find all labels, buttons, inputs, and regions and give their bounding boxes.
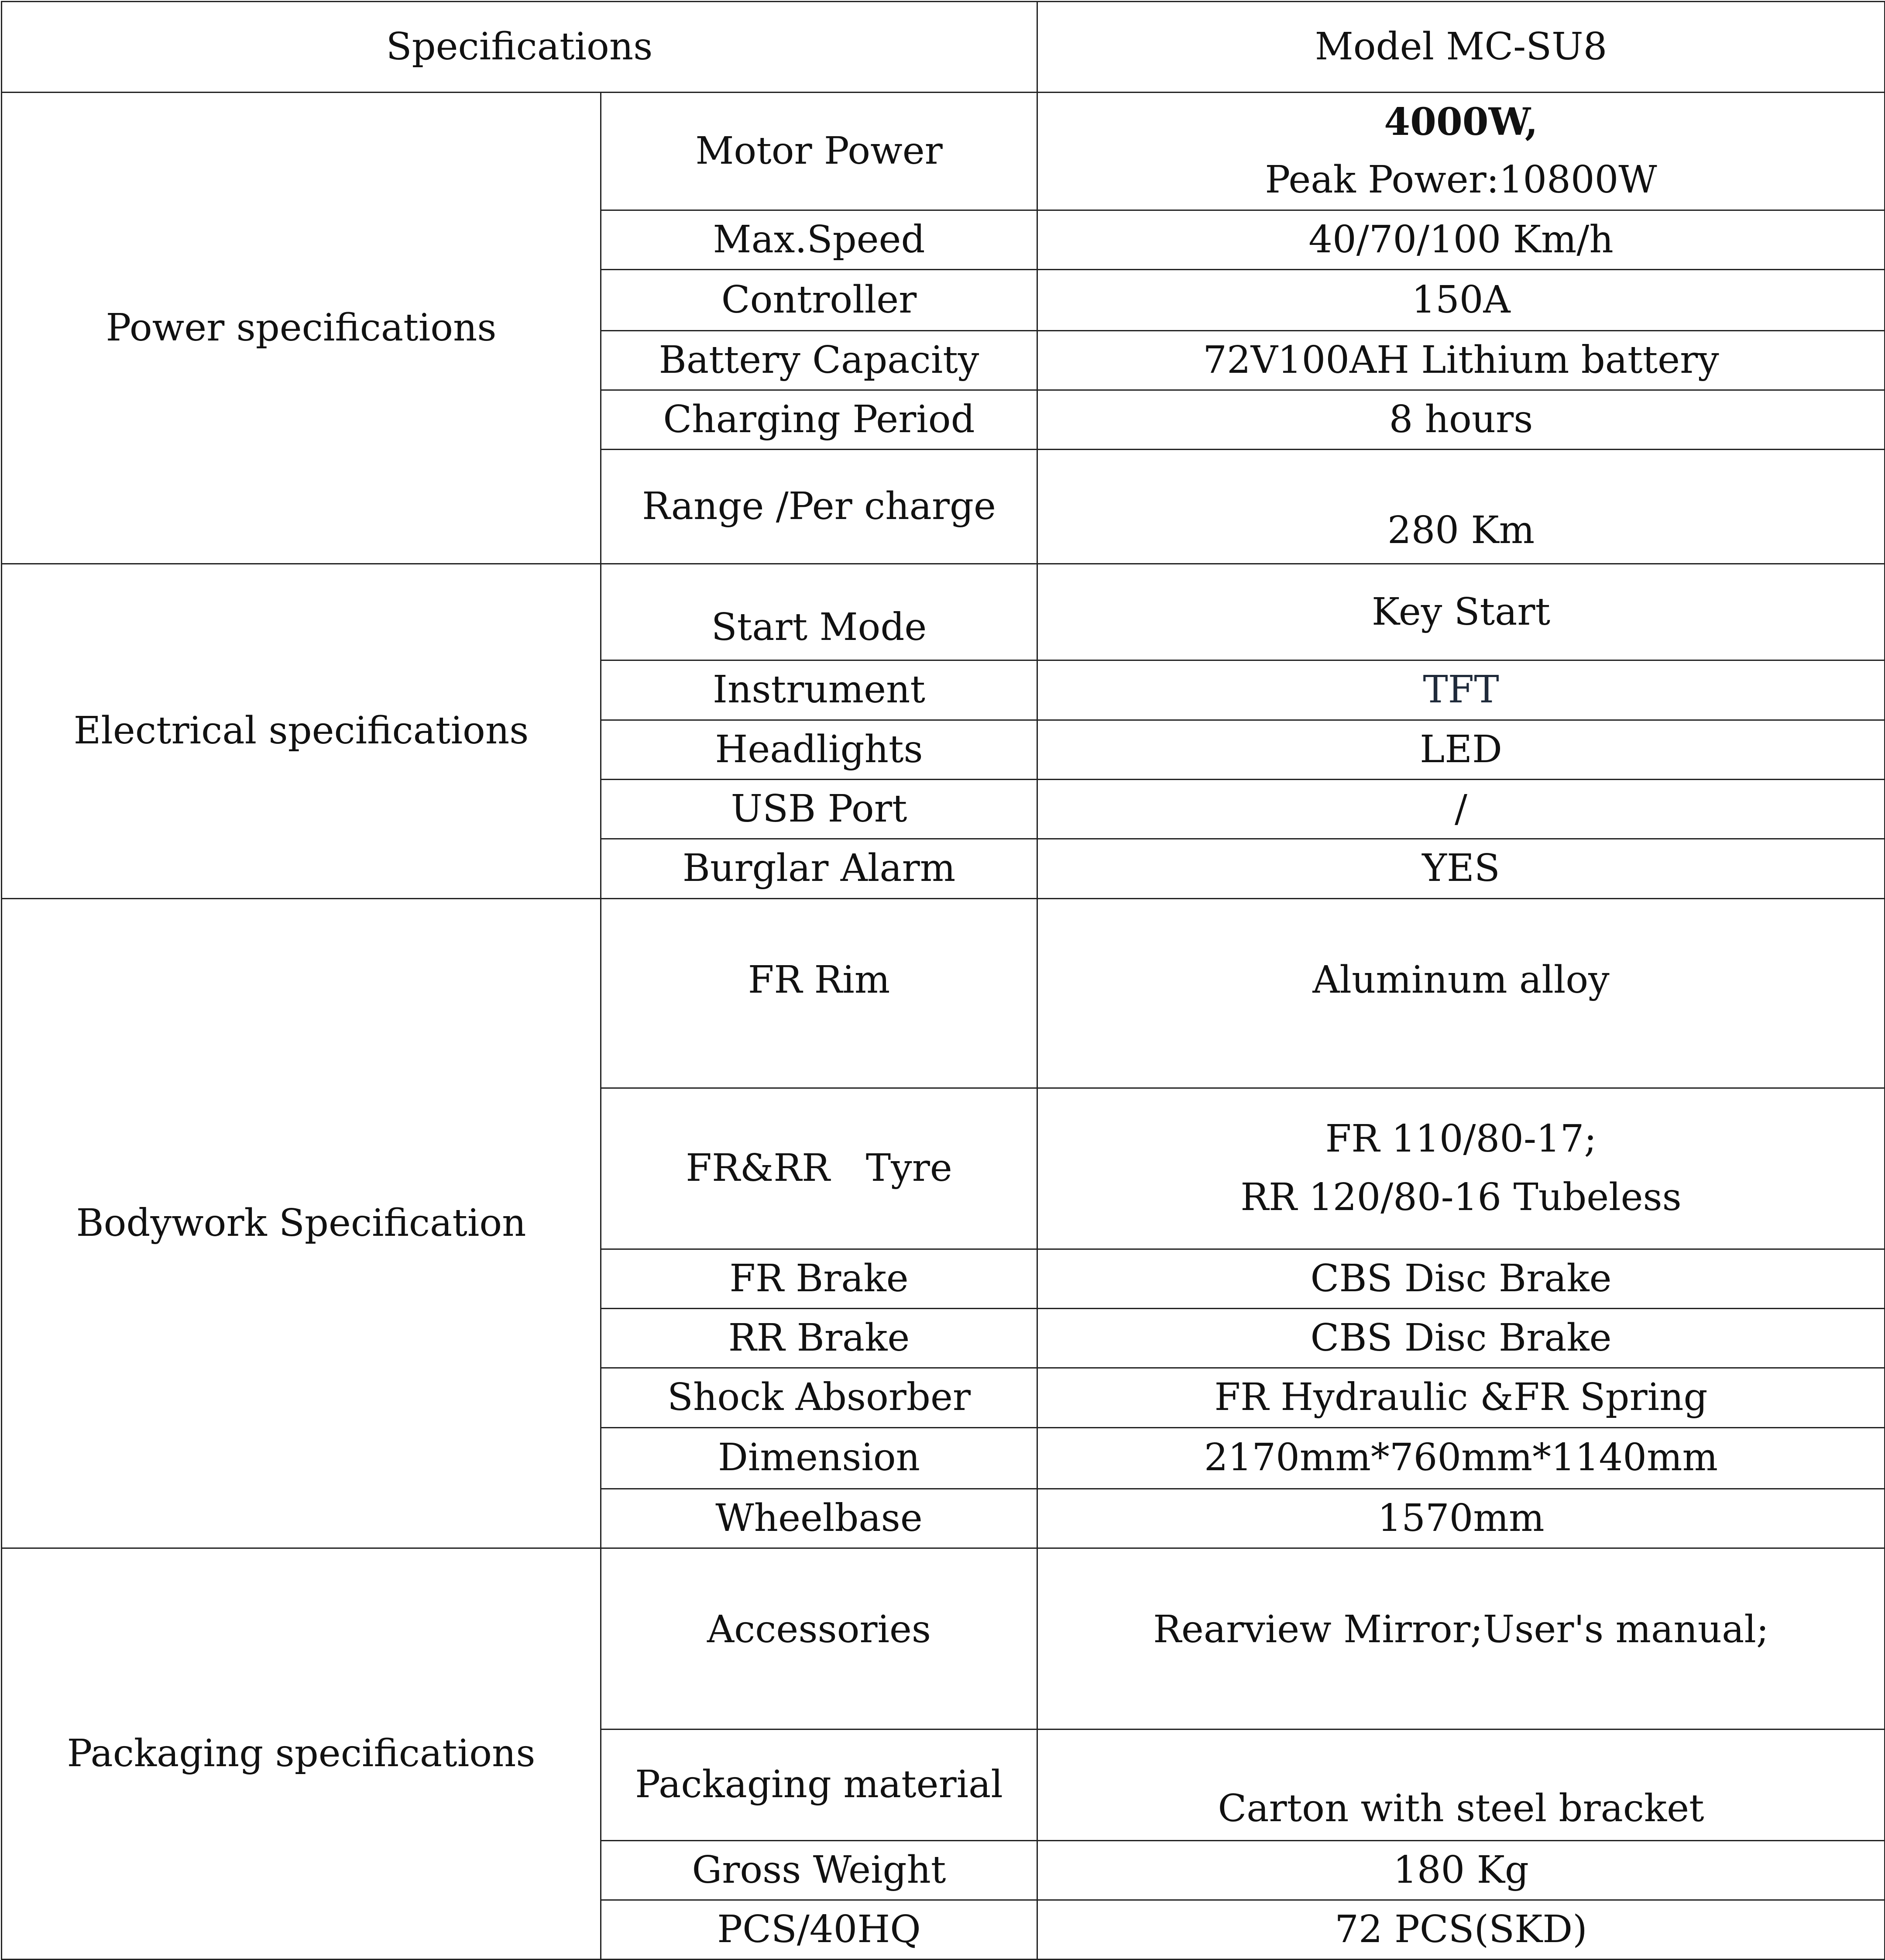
value-cell: 150A xyxy=(1037,269,1885,330)
param-cell: Packaging material xyxy=(601,1729,1037,1840)
value-line: RR 120/80-16 Tubeless xyxy=(1240,1175,1682,1219)
value-cell: 40/70/100 Km/h xyxy=(1037,210,1885,269)
param-cell: Accessories xyxy=(601,1548,1037,1729)
section-packaging: Packaging specifications xyxy=(2,1548,601,1960)
value-cell: 1570mm xyxy=(1037,1489,1885,1548)
param-cell: Motor Power xyxy=(601,93,1037,210)
value-cell: YES xyxy=(1037,839,1885,898)
spec-table xyxy=(1,1,1885,1960)
value-cell: FR Hydraulic &FR Spring xyxy=(1037,1368,1885,1427)
param-cell: Charging Period xyxy=(601,390,1037,450)
section-bodywork: Bodywork Specification xyxy=(2,898,601,1548)
value-cell: LED xyxy=(1037,720,1885,779)
param-cell: USB Port xyxy=(601,780,1037,839)
value-cell: 2170mm*760mm*1140mm xyxy=(1037,1427,1885,1489)
section-power: Power specifications xyxy=(2,93,601,564)
value-cell: 180 Kg xyxy=(1037,1840,1885,1900)
param-cell: Dimension xyxy=(601,1427,1037,1489)
param-cell: Controller xyxy=(601,269,1037,330)
param-cell: FR&RR Tyre xyxy=(601,1088,1037,1249)
value-cell: 72V100AH Lithium battery xyxy=(1037,330,1885,390)
table-row xyxy=(2,564,1885,660)
param-cell: Start Mode xyxy=(601,564,1037,660)
value-cell: 72 PCS(SKD) xyxy=(1037,1900,1885,1960)
value-cell: Carton with steel bracket xyxy=(1037,1729,1885,1840)
param-cell: Instrument xyxy=(601,660,1037,720)
value-cell: Aluminum alloy xyxy=(1037,898,1885,1088)
param-cell: Max.Speed xyxy=(601,210,1037,269)
value-cell: TFT xyxy=(1037,660,1885,720)
table-row xyxy=(2,1548,1885,1729)
value-line: FR 110/80-17; xyxy=(1325,1117,1597,1161)
value-cell: Rearview Mirror;User's manual; xyxy=(1037,1548,1885,1729)
param-cell: Wheelbase xyxy=(601,1489,1037,1548)
header-row xyxy=(2,2,1885,93)
value-cell xyxy=(1037,93,1885,210)
param-cell: Headlights xyxy=(601,720,1037,779)
param-cell: FR Brake xyxy=(601,1249,1037,1308)
param-cell: Range /Per charge xyxy=(601,450,1037,564)
value-line: Peak Power:10800W xyxy=(1265,158,1657,202)
section-electrical: Electrical specifications xyxy=(2,564,601,898)
param-cell: Shock Absorber xyxy=(601,1368,1037,1427)
value-line: 4000W, xyxy=(1384,100,1538,144)
param-cell: RR Brake xyxy=(601,1308,1037,1368)
header-label: Specifications xyxy=(2,2,1037,93)
value-cell: 8 hours xyxy=(1037,390,1885,450)
param-cell: Battery Capacity xyxy=(601,330,1037,390)
header-model: Model MC-SU8 xyxy=(1037,2,1885,93)
value-cell: Key Start xyxy=(1037,564,1885,660)
value-cell: CBS Disc Brake xyxy=(1037,1249,1885,1308)
value-cell: CBS Disc Brake xyxy=(1037,1308,1885,1368)
param-cell: Burglar Alarm xyxy=(601,839,1037,898)
param-cell: FR Rim xyxy=(601,898,1037,1088)
value-cell: / xyxy=(1037,780,1885,839)
value-cell xyxy=(1037,1088,1885,1249)
param-cell: Gross Weight xyxy=(601,1840,1037,1900)
table-row xyxy=(2,93,1885,210)
table-row xyxy=(2,898,1885,1088)
value-cell: 280 Km xyxy=(1037,450,1885,564)
param-cell: PCS/40HQ xyxy=(601,1900,1037,1960)
